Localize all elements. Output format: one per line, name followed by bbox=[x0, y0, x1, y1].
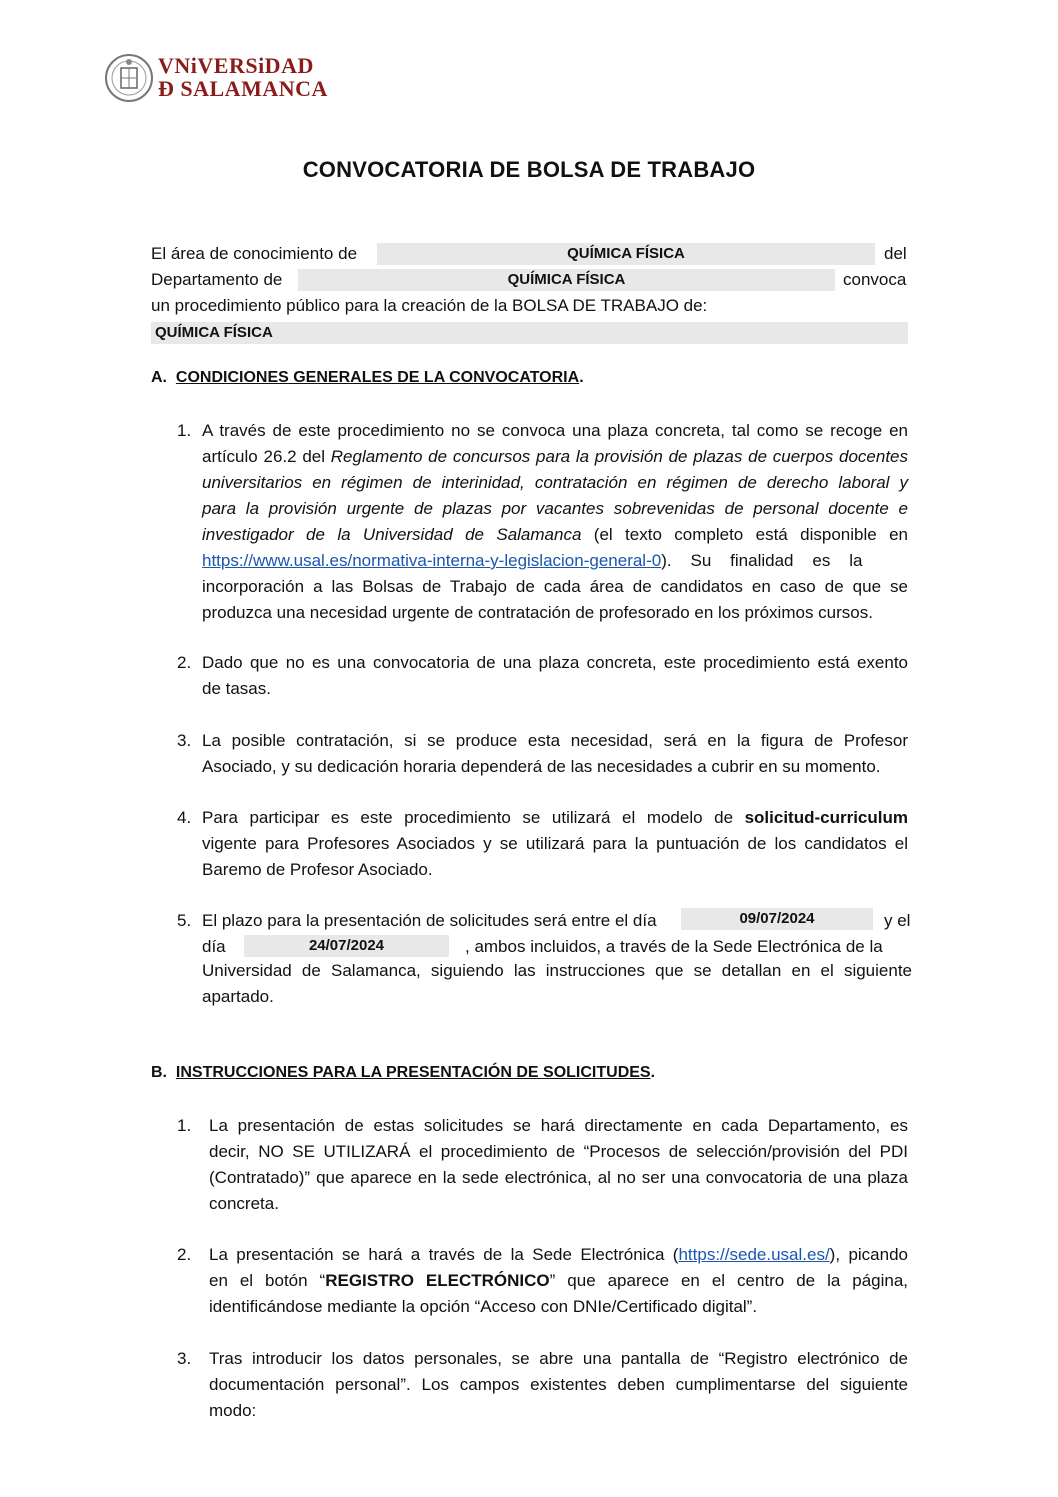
logo-text-line1: VNiVERSiDAD bbox=[158, 53, 314, 78]
b2-row-2-text: en el botón “ bbox=[209, 1271, 326, 1290]
bolsa-field: QUÍMICA FÍSICA bbox=[151, 322, 908, 344]
a1-row-4-italic: para la provisión urgente de plazas por vacantes sobrevenidas de personal docente e bbox=[202, 499, 908, 518]
departamento-field: QUÍMICA FÍSICA bbox=[298, 269, 835, 291]
a1-row-6-text: ). Su finalidad es la bbox=[661, 551, 863, 570]
university-logo bbox=[104, 50, 328, 108]
logo-text-line2: Ð SALAMANCA bbox=[158, 76, 328, 101]
solicitud-curriculum-term: solicitud-curriculum bbox=[744, 808, 908, 827]
university-seal-icon bbox=[104, 50, 154, 106]
a-item-3 bbox=[202, 728, 908, 780]
a5-row-2-end: , ambos incluidos, a través de la Sede Electrónica de la bbox=[465, 937, 883, 956]
b2-row-3: identificándose mediante la opción “Acceso con DNIe/Certificado digital”. bbox=[209, 1297, 758, 1316]
b-item-1 bbox=[209, 1113, 908, 1217]
a4-row-3: Baremo de Profesor Asociado. bbox=[202, 860, 433, 879]
a5-row-4: apartado. bbox=[202, 987, 274, 1006]
a-item-1 bbox=[202, 418, 908, 626]
b2-row-2-end: ” que aparece en el centro de la página, bbox=[549, 1271, 909, 1290]
a-item-4-number: 4. bbox=[177, 808, 192, 827]
b3-row-3: modo: bbox=[209, 1401, 257, 1420]
a5-row-2-start: día bbox=[202, 937, 226, 956]
b-item-3-number: 3. bbox=[177, 1349, 192, 1368]
a1-row-2-text: artículo 26.2 del bbox=[202, 447, 331, 466]
b3-row-2: documentación personal”. Los campos existentes deben cumplimentarse del siguiente bbox=[209, 1375, 908, 1394]
a1-row-4 bbox=[202, 496, 908, 522]
a5-row-1-end: y el bbox=[884, 911, 911, 930]
b2-row-1-end: ), picando bbox=[829, 1245, 908, 1264]
b3-row-1: Tras introducir los datos personales, se abre una pantalla de “Registro electrónico de bbox=[209, 1349, 908, 1368]
a4-row-1-text: Para participar es este procedimiento se utilizará el modelo de bbox=[202, 808, 745, 827]
a-item-5-number: 5. bbox=[177, 911, 192, 930]
registro-electronico-term: REGISTRO ELECTRÓNICO bbox=[325, 1271, 550, 1290]
normativa-link[interactable]: https://www.usal.es/normativa-interna-y-legislacion-general-0 bbox=[202, 551, 662, 570]
document-title: CONVOCATORIA DE BOLSA DE TRABAJO bbox=[302, 157, 756, 182]
a1-row-3 bbox=[202, 470, 908, 496]
a1-row-2-italic: Reglamento de concursos para la provisión de plazas de cuerpos docentes bbox=[330, 447, 908, 466]
fecha-inicio-field: 09/07/2024 bbox=[681, 908, 873, 930]
a-item-1-number: 1. bbox=[177, 421, 192, 440]
a2-row-1: Dado que no es una convocatoria de una plaza concreta, este procedimiento está exento bbox=[202, 653, 908, 672]
b2-row-1-text: La presentación se hará a través de la Sede Electrónica ( bbox=[209, 1245, 679, 1264]
a3-row-2: Asociado, y su dedicación horaria dependerá de las necesidades a cubrir en su momento. bbox=[202, 757, 881, 776]
a1-row-5-italic: investigador de la Universidad de Salamanca bbox=[202, 525, 582, 544]
b1-row-1: La presentación de estas solicitudes se hará directamente en cada Departamento, es bbox=[209, 1116, 908, 1135]
b1-row-3: (Contratado)” que aparece en la sede electrónica, al no ser una convocatoria de una plaza bbox=[209, 1168, 908, 1187]
a4-row-2: vigente para Profesores Asociados y se utilizará para la puntuación de los candidatos el bbox=[202, 834, 908, 853]
a-item-5-rest bbox=[202, 958, 912, 1010]
b-item-3 bbox=[209, 1346, 908, 1424]
a-item-2 bbox=[202, 650, 908, 702]
a2-row-2: de tasas. bbox=[202, 679, 271, 698]
a-item-2-number: 2. bbox=[177, 653, 192, 672]
section-a-letter: A. bbox=[151, 369, 167, 386]
section-a-title: CONDICIONES GENERALES DE LA CONVOCATORIA bbox=[175, 369, 580, 386]
b-item-1-number: 1. bbox=[177, 1116, 192, 1135]
section-b-title: INSTRUCCIONES PARA LA PRESENTACIÓN DE SOLICITUDES bbox=[175, 1064, 651, 1081]
b-item-2-number: 2. bbox=[177, 1245, 192, 1264]
area-field: QUÍMICA FÍSICA bbox=[377, 243, 875, 265]
a1-row-3-italic: universitarios en régimen de interinidad, contratación en régimen de derecho laboral y bbox=[202, 473, 908, 492]
intro-text-3: Departamento de bbox=[151, 270, 283, 289]
b-item-2 bbox=[209, 1242, 908, 1320]
b1-row-2: decir, NO SE UTILIZARÁ el procedimiento de “Procesos de selección/provisión del PDI bbox=[209, 1142, 908, 1161]
intro-text-4: convoca bbox=[843, 270, 907, 289]
a1-row-8: produzca una necesidad urgente de contratación de profesorado en los próximos cursos. bbox=[202, 603, 873, 622]
b1-row-4: concreta. bbox=[209, 1194, 279, 1213]
intro-text-2: del bbox=[884, 244, 907, 263]
a1-row-5 bbox=[202, 522, 908, 548]
section-b-heading: B. INSTRUCCIONES PARA LA PRESENTACIÓN DE SOLICITUDES. bbox=[151, 1064, 656, 1081]
section-a-heading: A. CONDICIONES GENERALES DE LA CONVOCATORIA. bbox=[151, 369, 584, 386]
intro-text-1: El área de conocimiento de bbox=[151, 244, 358, 263]
fecha-fin-field: 24/07/2024 bbox=[244, 935, 449, 957]
a3-row-1: La posible contratación, si se produce esta necesidad, será en la figura de Profesor bbox=[202, 731, 908, 750]
a-item-3-number: 3. bbox=[177, 731, 192, 750]
a1-row-5-text: (el texto completo está disponible en bbox=[581, 525, 908, 544]
section-b-letter: B. bbox=[151, 1064, 167, 1081]
a1-row-2 bbox=[202, 444, 908, 470]
intro-text-5: un procedimiento público para la creación de la BOLSA DE TRABAJO de: bbox=[151, 296, 708, 315]
b2-row-2 bbox=[209, 1268, 908, 1294]
a1-row-6 bbox=[202, 548, 908, 574]
a1-row-1: A través de este procedimiento no se convoca una plaza concreta, tal como se recoge en bbox=[202, 421, 908, 440]
a4-row-1 bbox=[202, 805, 908, 831]
b2-row-1 bbox=[209, 1242, 908, 1268]
a-item-4 bbox=[202, 805, 908, 883]
a1-row-7: incorporación a las Bolsas de Trabajo de cada área de candidatos en caso de que se bbox=[202, 577, 908, 596]
a5-row-3: Universidad de Salamanca, siguiendo las instrucciones que se detallan en el siguiente bbox=[202, 961, 912, 980]
a5-row-1-text: El plazo para la presentación de solicitudes será entre el día bbox=[202, 911, 657, 930]
sede-link[interactable]: https://sede.usal.es/ bbox=[678, 1245, 830, 1264]
